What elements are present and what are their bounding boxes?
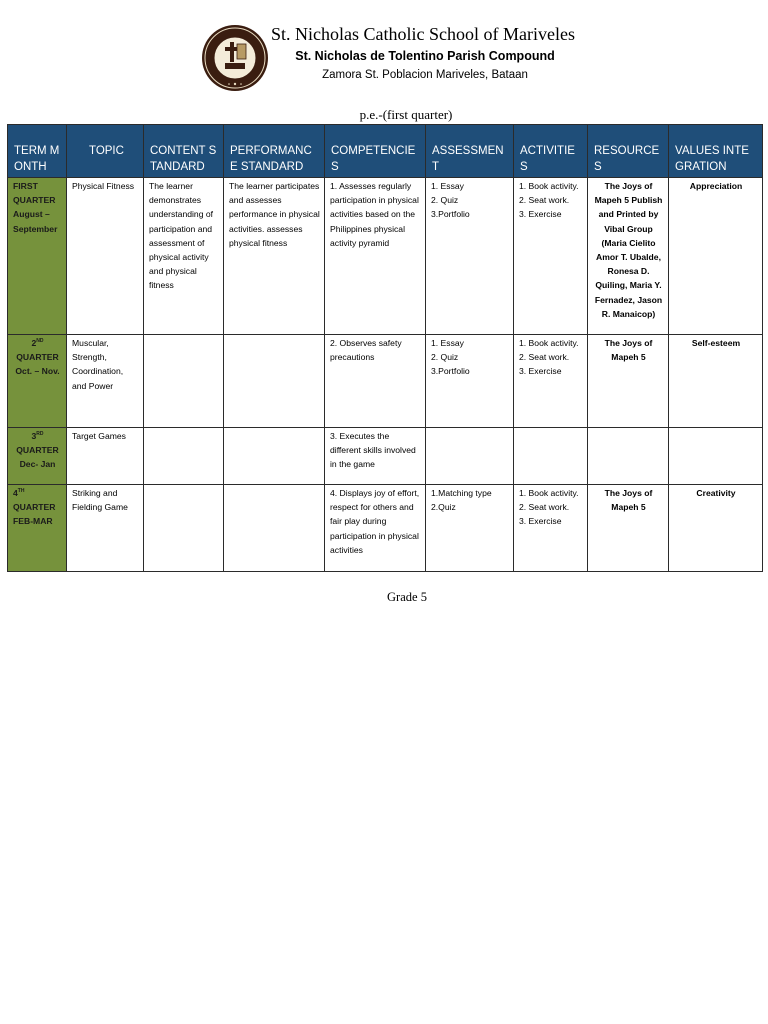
- activities-cell: [514, 428, 588, 485]
- performance-standard-cell: [224, 428, 325, 485]
- values-cell: [669, 428, 763, 485]
- activities-cell: 1. Book activity. 2. Seat work. 3. Exercise: [514, 335, 588, 428]
- resources-cell: The Joys of Mapeh 5: [588, 335, 669, 428]
- topic-cell: Striking and Fielding Game: [67, 485, 144, 572]
- term-cell: [8, 335, 67, 428]
- competencies-cell: 4. Displays joy of effort, respect for others and fair play during participation in physical activities: [325, 485, 426, 572]
- term-number: 3: [31, 431, 37, 441]
- table-row: [8, 178, 763, 335]
- assessment-cell: 1. Essay 2. Quiz 3.Portfolio: [426, 178, 514, 335]
- values-cell: Self-esteem: [669, 335, 763, 428]
- subject-title: p.e.-(first quarter): [359, 107, 453, 122]
- header-activities: ACTIVITIES: [514, 125, 588, 178]
- content-standard-cell: [144, 485, 224, 572]
- header-assessment: ASSESSMENT: [426, 125, 514, 178]
- document-header: [0, 18, 768, 98]
- competencies-cell: 1. Assesses regularly participation in physical activities based on the Philippines physical activity pyramid: [325, 178, 426, 335]
- resources-cell: The Joys of Mapeh 5: [588, 485, 669, 572]
- table-row: [8, 428, 763, 485]
- topic-cell: Muscular, Strength, Coordination, and Power: [67, 335, 144, 428]
- term-cell: [8, 428, 67, 485]
- content-standard-cell: The learner demonstrates understanding of participation and assessment of physical activity and physical fitness: [144, 178, 224, 335]
- term-ordinal: TH: [17, 488, 25, 495]
- activities-cell: 1. Book activity. 2. Seat work. 3. Exercise: [514, 485, 588, 572]
- performance-standard-cell: [224, 485, 325, 572]
- table-row: [8, 485, 763, 572]
- curriculum-table: [7, 124, 763, 572]
- term-cell: FIRST QUARTER August – September: [8, 178, 67, 335]
- content-standard-cell: [144, 428, 224, 485]
- address-line: Zamora St. Poblacion Mariveles, Bataan: [322, 69, 528, 81]
- header-term-month: TERM MONTH: [8, 125, 67, 178]
- resources-cell: The Joys of Mapeh 5 Publish and Printed by Vibal Group (Maria Cielito Amor T. Ubalde, Ronesa D. Quiling, Maria Y. Fernadez, Jason R. Manaicop): [588, 178, 669, 335]
- assessment-cell: [426, 428, 514, 485]
- resources-cell: [588, 428, 669, 485]
- term-label: QUARTER FEB-MAR: [13, 502, 56, 527]
- header-competencies: COMPETENCIES: [325, 125, 426, 178]
- header-topic: TOPIC: [67, 125, 144, 178]
- header-content-standard: CONTENT STANDARD: [144, 125, 224, 178]
- activities-cell: 1. Book activity. 2. Seat work. 3. Exercise: [514, 178, 588, 335]
- assessment-cell: 1. Essay 2. Quiz 3.Portfolio: [426, 335, 514, 428]
- content-standard-cell: [144, 335, 224, 428]
- header-values-integration: VALUES INTEGRATION: [669, 125, 763, 178]
- school-name: St. Nicholas Catholic School of Mariveles: [271, 24, 575, 44]
- term-label: QUARTER Dec- Jan: [16, 445, 59, 470]
- term-cell: [8, 485, 67, 572]
- term-number: 2: [31, 338, 37, 348]
- term-label: QUARTER Oct. – Nov.: [15, 352, 60, 377]
- topic-cell: Target Games: [67, 428, 144, 485]
- values-cell: Appreciation: [669, 178, 763, 335]
- performance-standard-cell: The learner participates and assesses performance in physical activities. assesses physical fitness: [224, 178, 325, 335]
- competencies-cell: 2. Observes safety precautions: [325, 335, 426, 428]
- grade-label: Grade 5: [387, 590, 427, 604]
- assessment-cell: 1.Matching type 2.Quiz: [426, 485, 514, 572]
- header-performance-standard: PERFORMANCE STANDARD: [224, 125, 325, 178]
- term-ordinal: ND: [36, 338, 44, 345]
- table-row: [8, 335, 763, 428]
- topic-cell: Physical Fitness: [67, 178, 144, 335]
- header-resources: RESOURCES: [588, 125, 669, 178]
- performance-standard-cell: [224, 335, 325, 428]
- term-number: 4: [13, 488, 18, 498]
- table-header-row: [8, 125, 763, 178]
- term-ordinal: RD: [36, 431, 44, 438]
- values-cell: Creativity: [669, 485, 763, 572]
- competencies-cell: 3. Executes the different skills involved in the game: [325, 428, 426, 485]
- parish-line: St. Nicholas de Tolentino Parish Compound: [295, 49, 555, 63]
